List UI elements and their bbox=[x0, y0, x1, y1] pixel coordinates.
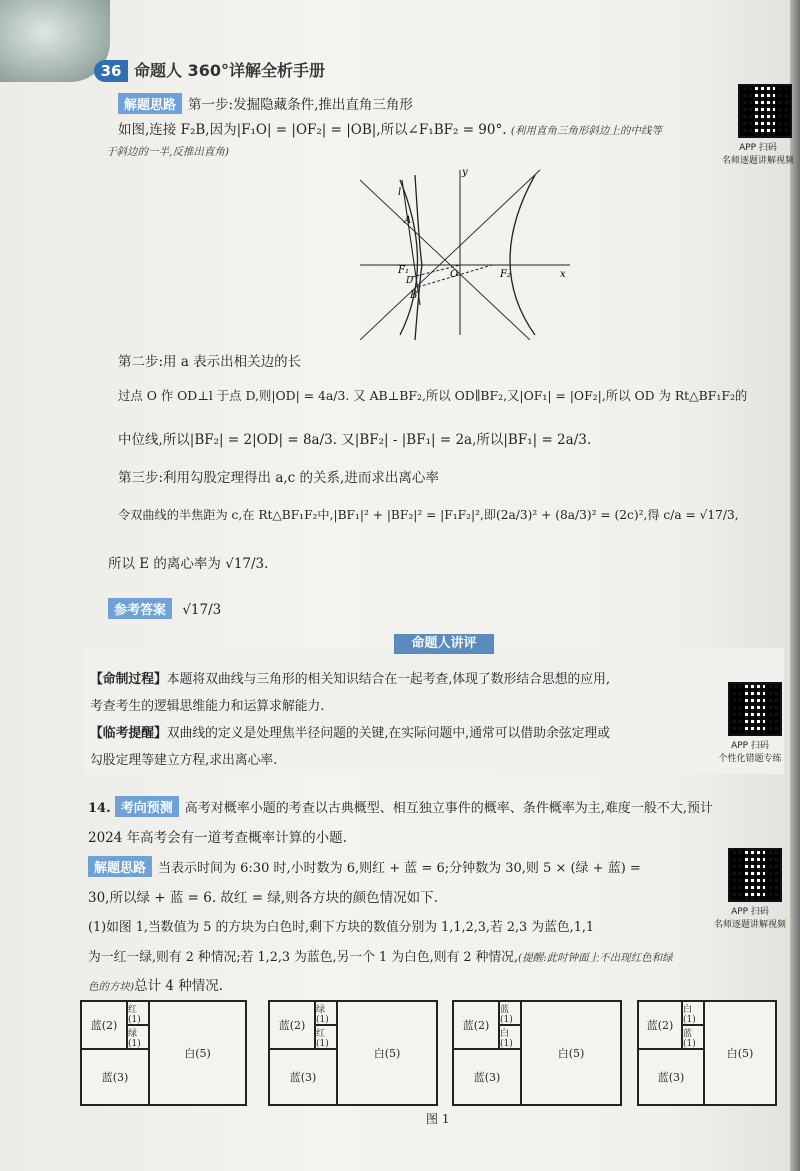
line-l bbox=[402, 180, 420, 305]
cell-top-1: 绿(1) bbox=[315, 1001, 337, 1025]
label-f2: F₂ bbox=[500, 269, 511, 280]
cell-blue-3: 蓝(3) bbox=[81, 1049, 149, 1105]
cell-top-1: 蓝(1) bbox=[499, 1001, 521, 1025]
hyperbola-figure bbox=[360, 165, 580, 340]
answer-value: √17/3 bbox=[182, 602, 222, 618]
cell-white-5: 白(5) bbox=[704, 1001, 776, 1105]
solution-line3: 中位线,所以|BF₂| = 2|OD| = 8a/3. 又|BF₂| - |BF₁| = 2a,所以|BF₁| = 2a/3. bbox=[118, 432, 592, 448]
fig1-box bbox=[268, 1000, 438, 1106]
qr-code bbox=[728, 682, 782, 736]
left-branch-curve bbox=[400, 180, 418, 335]
cell-blue-3: 蓝(3) bbox=[269, 1049, 337, 1105]
commentary-p1: 【命制过程】本题将双曲线与三角形的相关知识结合在一起考查,体现了数形结合思想的应用, bbox=[90, 672, 611, 687]
qr-label: APP 扫码 名师逐题讲解视频 bbox=[713, 907, 786, 930]
q14-line5: (1)如图 1,当数值为 5 的方块为白色时,剩下方块的数值分别为 1,1,2,3,若 2,3 为蓝色,1,1 bbox=[88, 920, 595, 935]
commentary-p2: 【临考提醒】双曲线的定义是处理焦半径问题的关键,在实际问题中,通常可以借助余弦定理或 bbox=[90, 726, 611, 741]
q14-line6: 为一红一绿,则有 2 种情况;若 1,2,3 为蓝色,另一个 1 为白色,则有 2 种情况,(提醒:此时钟面上不出现红色和绿 bbox=[88, 950, 673, 965]
solution-line2: 过点 O 作 OD⊥l 于点 D,则|OD| = 4a/3. 又 AB⊥BF₂,所以 OD∥BF₂,又|OF₁| = |OF₂|,所以 OD 为 Rt△BF₁F₂的 bbox=[118, 388, 748, 403]
commentary-title: 命题人讲评 bbox=[394, 634, 494, 654]
right-branch bbox=[510, 175, 535, 335]
solution-step3: 第三步:利用勾股定理得出 a,c 的关系,进而求出离心率 bbox=[118, 470, 439, 486]
label-l: l bbox=[398, 187, 402, 198]
label-a: A bbox=[404, 215, 412, 226]
cell-blue-3: 蓝(3) bbox=[638, 1049, 704, 1105]
fig1-box bbox=[637, 1000, 777, 1106]
commentary-p2b: 勾股定理等建立方程,求出离心率. bbox=[90, 753, 278, 768]
commentary-p1b: 考查考生的逻辑思维能力和运算求解能力. bbox=[90, 699, 325, 714]
asymptote-2 bbox=[360, 170, 540, 340]
answer-tag: 参考答案 bbox=[108, 598, 172, 619]
q14-line3: 解题思路 当表示时间为 6:30 时,小时数为 6,则红 + 蓝 = 6;分钟数为 30,则 5 × (绿 + 蓝) = bbox=[88, 856, 641, 877]
q14-line2: 2024 年高考会有一道考查概率计算的小题. bbox=[88, 830, 347, 846]
cell-top-2: 红(1) bbox=[315, 1025, 337, 1049]
page-edge bbox=[790, 0, 800, 1171]
solution-tag: 解题思路 bbox=[118, 93, 182, 114]
q14-line4: 30,所以绿 + 蓝 = 6. 故红 = 绿,则各方块的颜色情况如下. bbox=[88, 890, 438, 906]
fig1-caption: 图 1 bbox=[426, 1112, 450, 1126]
left-branch bbox=[415, 175, 422, 340]
qr-label: APP 扫码 个性化错题专练 bbox=[718, 741, 782, 764]
cell-top-2: 绿(1) bbox=[127, 1025, 149, 1049]
solution-line4: 令双曲线的半焦距为 c,在 Rt△BF₁F₂中,|BF₁|² + |BF₂|² = |F₁F₂|²,即(2a/3)² + (8a/3)² = (2c)²,得 c/a = √17/3, bbox=[118, 508, 739, 522]
cell-top-1: 红(1) bbox=[127, 1001, 149, 1025]
book-title: 命题人 360°详解全析手册 bbox=[134, 61, 325, 80]
answer-row bbox=[108, 598, 221, 619]
cell-top-2: 蓝(1) bbox=[682, 1025, 704, 1049]
cell-blue-2: 蓝(2) bbox=[269, 1001, 315, 1049]
solution-step2: 第二步:用 a 表示出相关边的长 bbox=[118, 354, 302, 370]
label-y: y bbox=[462, 167, 468, 178]
solution-note: 于斜边的一半,反推出直角) bbox=[106, 146, 229, 158]
solution-line1: 如图,连接 F₂B,因为|F₁O| = |OF₂| = |OB|,所以∠F₁BF₂ = 90°. (利用直角三角形斜边上的中线等 bbox=[118, 122, 662, 138]
cell-blue-2: 蓝(2) bbox=[638, 1001, 682, 1049]
label-o: O bbox=[450, 269, 459, 280]
q14-line1: 14. 考向预测 高考对概率小题的考查以古典概型、相互独立事件的概率、条件概率为主,难度一般不大,预计 bbox=[88, 796, 713, 817]
solution-line5: 所以 E 的离心率为 √17/3. bbox=[108, 556, 269, 572]
qr-label: APP 扫码 名师逐题讲解视频 bbox=[722, 143, 795, 166]
cell-blue-2: 蓝(2) bbox=[453, 1001, 499, 1049]
qr-code bbox=[738, 84, 792, 138]
qr-code bbox=[728, 848, 782, 902]
cell-white-5: 白(5) bbox=[149, 1001, 246, 1105]
cell-white-5: 白(5) bbox=[337, 1001, 437, 1105]
label-b: B bbox=[410, 290, 418, 301]
q14-line7: 色的方块)总计 4 种情况. bbox=[88, 978, 224, 994]
cell-top-1: 白(1) bbox=[682, 1001, 704, 1025]
fig1-box bbox=[452, 1000, 622, 1106]
label-x: x bbox=[560, 269, 566, 280]
fig1-box bbox=[80, 1000, 247, 1106]
cell-blue-2: 蓝(2) bbox=[81, 1001, 127, 1049]
cell-top-2: 白(1) bbox=[499, 1025, 521, 1049]
label-f1: F₁ bbox=[398, 265, 409, 276]
page-number: 36 bbox=[94, 60, 128, 82]
cell-blue-3: 蓝(3) bbox=[453, 1049, 521, 1105]
label-d: D bbox=[406, 276, 414, 286]
solution-step1: 解题思路 第一步:发掘隐藏条件,推出直角三角形 bbox=[118, 93, 413, 114]
cell-white-5: 白(5) bbox=[521, 1001, 621, 1105]
